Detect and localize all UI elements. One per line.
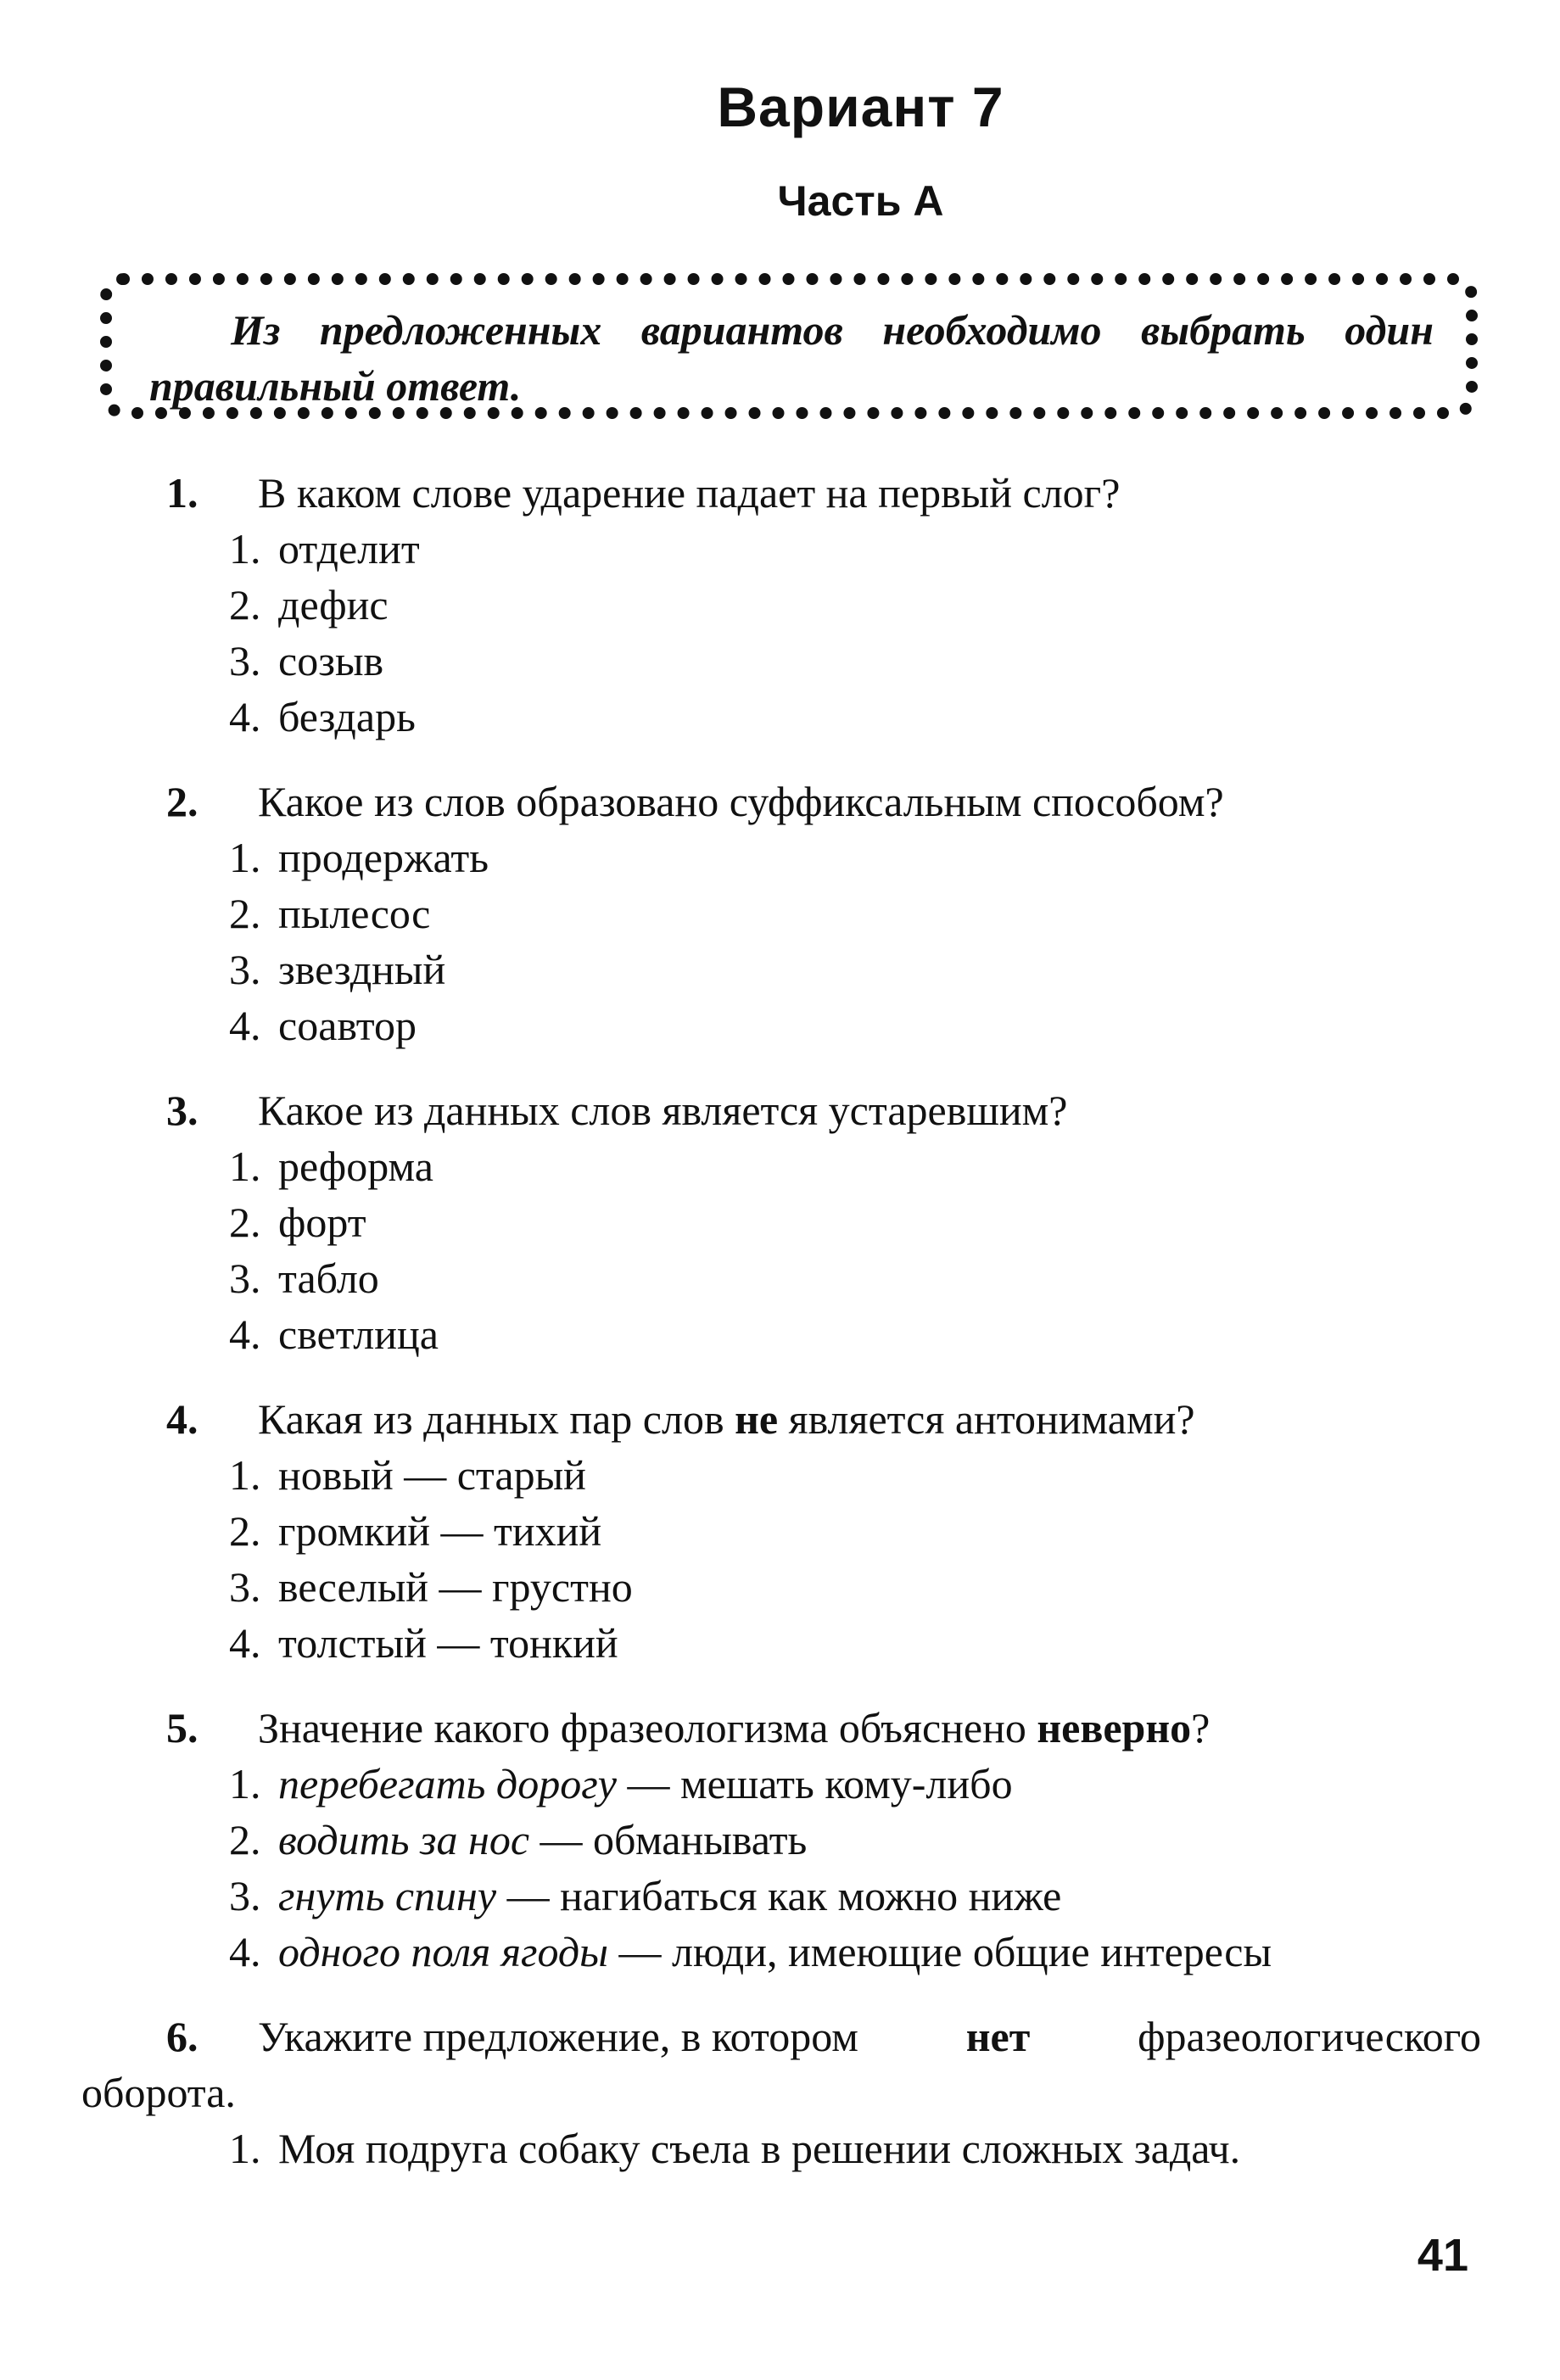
question-text: Какое из слов образовано суффиксальным способом? [258,778,1224,825]
answer-option[interactable]: 1. реформа [229,1143,433,1190]
answer-options [81,2120,1481,2176]
question-text: Значение какого фразеологизма объяснено неверно? [258,1704,1211,1751]
answer-option[interactable]: 3. табло [229,1254,379,1302]
answer-option[interactable]: 1. продержать [229,834,489,881]
answer-options [81,1447,1481,1671]
answer-option[interactable]: 2. пылесос [229,890,431,937]
emphasis: нет [965,2013,1031,2060]
answer-option[interactable]: 3. созыв [229,637,384,684]
question-number: 3. [166,1087,198,1134]
answer-option[interactable]: 4. одного поля ягоды — люди, имеющие общие интересы [229,1928,1272,1975]
answer-options [81,830,1481,1053]
answer-option[interactable]: 3. гнуть спину — нагибаться как можно ниже [229,1872,1062,1919]
question-text: В каком слове ударение падает на первый слог? [258,469,1121,517]
question-list [81,465,1481,2205]
idiom: гнуть спину [278,1872,497,1919]
variant-title: Вариант 7 [717,75,1004,138]
question-6 [81,2008,1481,2176]
emphasis: не [735,1395,779,1443]
part-heading: Часть А [777,177,944,225]
question-text: Какая из данных пар слов не является антонимами? [258,1395,1195,1443]
question-number: 1. [166,469,198,517]
question-text: Укажите предложение, в котором нет фразеологического [166,2008,1481,2064]
question-3 [81,1082,1481,1362]
page-number: 41 [1417,2230,1468,2281]
idiom: перебегать дорогу [278,1760,617,1807]
answer-options [81,521,1481,745]
question-number: 4. [166,1395,198,1443]
answer-options [81,1138,1481,1362]
answer-option[interactable]: 3. веселый — грустно [229,1563,633,1611]
question-number: 2. [166,778,198,825]
answer-option[interactable]: 1. Моя подруга собаку съела в решении сложных задач. [229,2125,1241,2172]
question-4 [81,1391,1481,1671]
answer-option[interactable]: 2. дефис [229,581,389,629]
question-text: Какое из данных слов является устаревшим? [258,1087,1068,1134]
answer-option[interactable]: 4. бездарь [229,693,416,740]
answer-option[interactable]: 3. звездный [229,946,446,993]
idiom: водить за нос [278,1816,530,1863]
question-2 [81,774,1481,1053]
answer-option[interactable]: 2. форт [229,1198,366,1246]
question-number: 6. [166,2013,198,2060]
emphasis: неверно [1037,1704,1192,1751]
instruction-box [100,273,1478,419]
question-5 [81,1700,1481,1980]
idiom: одного поля ягоды [278,1928,608,1975]
answer-option[interactable]: 1. перебегать дорогу — мешать кому-либо [229,1760,1013,1807]
question-1 [81,465,1481,745]
answer-option[interactable]: 1. отделит [229,525,420,573]
answer-options [81,1756,1481,1980]
answer-option[interactable]: 4. светлица [229,1310,439,1358]
answer-option[interactable]: 2. громкий — тихий [229,1507,602,1555]
answer-option[interactable]: 4. соавтор [229,1002,417,1049]
answer-option[interactable]: 4. толстый — тонкий [229,1619,618,1667]
question-text-continuation: оборота. [81,2069,236,2116]
instruction-text: Из предложенных вариантов необходимо выбрать один правильный ответ. [149,306,1434,410]
answer-option[interactable]: 2. водить за нос — обманывать [229,1816,808,1863]
answer-option[interactable]: 1. новый — старый [229,1451,586,1499]
question-number: 5. [166,1704,198,1751]
